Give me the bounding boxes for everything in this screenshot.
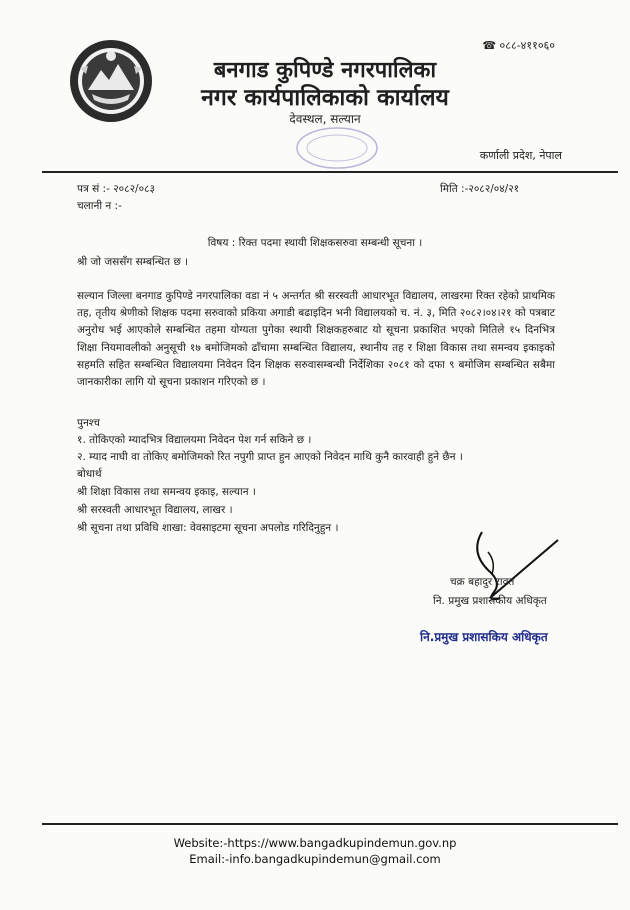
phone-number-text: ०८८-४११०६०: [499, 39, 555, 52]
letter-date: मिति :-२०८२/०४/२१: [440, 183, 520, 195]
phone-number: [482, 38, 555, 53]
designation-stamp: नि.प्रमुख प्रशासकिय अधिकृत: [420, 630, 548, 644]
letter-subject: विषय : रिक्त पदमा स्थायी शिक्षकसरुवा सम्बन्धी सूचना ।: [207, 237, 423, 249]
nepal-emblem-logo: [68, 38, 154, 124]
office-address: देवस्थल, सल्यान: [289, 112, 361, 126]
office-seal-stamp: [292, 124, 382, 172]
cc-item-3: श्री सूचना तथा प्रविधि शाखा: वेवसाइटमा सूचना अपलोड गरिदिनुहुन ।: [77, 522, 339, 534]
reference-number: पत्र सं :- २०८२/०८३: [77, 183, 155, 195]
cc-label: बोधार्थ: [77, 468, 102, 480]
signatory-name: चक्र बहादुर रावत: [450, 576, 515, 588]
dispatch-number: चलानी न :-: [77, 200, 122, 212]
municipality-name: बनगाड कुपिण्डे नगरपालिका: [213, 58, 437, 83]
footer-divider: [42, 823, 618, 825]
website-link[interactable]: Website:-https://www.bangadkupindemun.gov.np: [173, 836, 457, 850]
cc-item-1: श्री शिक्षा विकास तथा समन्वय इकाइ, सल्यान ।: [77, 486, 256, 498]
header-divider: [42, 171, 618, 173]
postscript-item-2: २. म्याद नाघी वा तोकिए बमोजिमको रित नपुगी प्राप्त हुन आएको निवेदन माथि कुनै कारवाही हुने छैन ।: [77, 451, 463, 463]
notice-paragraph: सल्यान जिल्ला बनगाड कुपिण्डे नगरपालिका वडा नं ५ अन्तर्गत श्री सरस्वती आधारभूत विद्यालय, लाखरमा रिक्त रहेको प्राथमिक तह, तृतीय श्रेणीको शिक्षक पदमा सरुवाको प्रकिया अगाडी बढाइदिन भनी विद्यालयको च. नं. ३, मिति २०८२।०४।२१ को पत्रबाट अनुरोध भई आएकोले सम्बन्धित तहमा योग्यता पुगेका स्थायी शिक्षकहरुबाट यो सूचना प्रकाशित भएको मितिले १५ दिनभित्र शिक्षा नियमावलीको अनुसूची १७ बमोजिमको ढाँचामा सम्बन्धित विद्यालय, स्थानीय तह र शिक्षा विकास तथा समन्वय इकाइको सहमति सहित सम्बन्धित विद्यालयमा निवेदन दिन शिक्षक सरुवासम्बन्धी निर्देशिका २०८१ को दफा ९ बमोजिम सम्बन्धित सबैमा जानकारीका लागि यो सूचना प्रकाशन गरिएको छ ।: [77, 290, 555, 389]
postscript-label: पुनश्च: [77, 417, 100, 429]
office-name: नगर कार्यपालिकाको कार्यालय: [201, 85, 449, 111]
telephone-icon: ☎: [482, 39, 497, 52]
province-label: कर्णाली प्रदेश, नेपाल: [479, 149, 562, 162]
email-link[interactable]: Email:-info.bangadkupindemun@gmail.com: [189, 852, 441, 866]
addressee: श्री जो जससँग सम्बन्धित छ ।: [77, 256, 189, 268]
signatory-title: नि. प्रमुख प्रशासकीय अधिकृत: [433, 595, 547, 607]
postscript-item-1: १. तोकिएको म्यादभित्र विद्यालयमा निवेदन पेश गर्न सकिने छ ।: [77, 434, 312, 446]
cc-item-2: श्री सरस्वती आधारभूत विद्यालय, लाखर ।: [77, 504, 233, 516]
